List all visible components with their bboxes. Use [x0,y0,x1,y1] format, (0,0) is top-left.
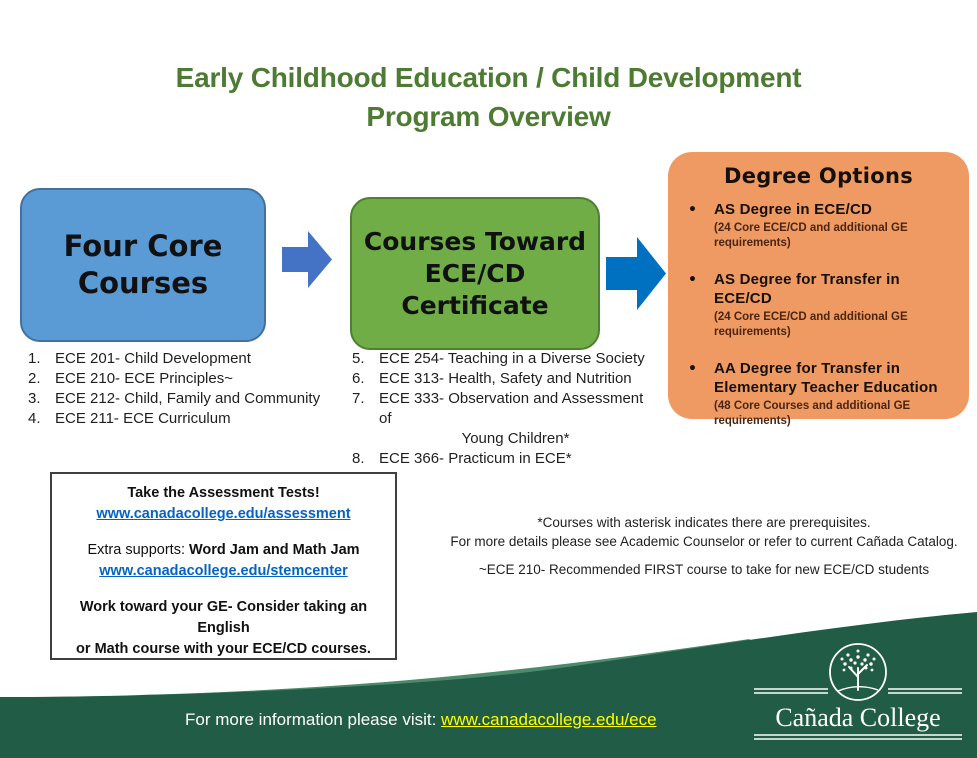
course-name: ECE 210- ECE Principles~ [55,370,233,387]
core-box-line2: Courses [77,266,209,300]
option-detail-line2: requirements) [714,415,791,427]
degree-option-detail [714,310,955,340]
list-item [28,389,328,409]
option-name-line2: Elementary Teacher Education [714,379,938,396]
course-name: ECE 201- Child Development [55,350,251,367]
certificate-box-label [364,226,586,322]
list-number: 3. [28,390,41,407]
four-core-courses-label [64,228,223,302]
four-core-courses-box [20,188,266,342]
logo-bottom-lines [754,735,962,739]
ge-note-line1: Work toward your GE- Consider taking an English [79,599,368,636]
course-name: ECE 313- Health, Safety and Nutrition [379,370,632,387]
list-item [352,449,652,469]
canada-college-logo [752,640,964,748]
ge-note-line2: or Math course with your ECE/CD courses. [76,641,371,657]
footnotes [434,513,974,579]
arrow-right-icon [606,237,666,315]
footer-ece-link[interactable]: www.canadacollege.edu/ece [441,710,657,729]
option-detail-line1: (24 Core ECE/CD and additional GE requirements) [714,311,908,338]
degree-option-detail [714,221,955,251]
assessment-heading: Take the Assessment Tests! [127,485,320,501]
degree-option-content [714,359,938,429]
cert-box-line2: ECE/CD [424,258,526,288]
extra-supports-prefix: Extra supports: [87,542,189,558]
prerequisites-note-line2: For more details please see Academic Counselor or refer to current Cañada Catalog. [450,534,958,549]
cert-box-line1: Courses Toward [363,226,587,256]
list-item [28,369,328,389]
assessment-link[interactable]: www.canadacollege.edu/assessment [96,506,351,522]
bullet-icon: • [688,272,697,288]
list-number: 8. [352,450,365,467]
list-item [28,349,328,369]
bullet-icon: • [688,202,697,218]
option-name-line1: AS Degree in ECE/CD [714,201,873,218]
logo-wordmark: Cañada College [775,703,941,732]
certificate-courses-box [350,197,600,350]
list-number: 7. [352,390,365,407]
option-name-line1: AA Degree for Transfer in [714,360,901,377]
degree-option-content [714,270,955,340]
title-line-1: Early Childhood Education / Child Development [175,62,802,93]
cert-box-line3: Certificate [401,290,549,320]
degree-options-title: Degree Options [723,164,914,188]
title-line-2: Program Overview [366,101,611,132]
ece210-note: ~ECE 210- Recommended FIRST course to take for new ECE/CD students [478,562,930,577]
core-courses-list [28,349,328,429]
course-name: ECE 211- ECE Curriculum [55,410,231,427]
prerequisites-note-line1: *Courses with asterisk indicates there are prerequisites. [537,515,871,530]
list-number: 6. [352,370,365,387]
footer-info [185,710,657,730]
tree-icon [830,644,886,700]
list-item [28,409,328,429]
course-name: ECE 212- Child, Family and Community [55,390,321,407]
page-title [0,58,977,136]
degree-option-name [714,270,955,308]
degree-option-name [714,200,955,219]
footer-prompt: For more information please visit: [185,710,442,729]
course-name-line2: Young Children* [461,430,570,447]
course-name: ECE 254- Teaching in a Diverse Society [379,350,645,367]
extra-supports-programs: Word Jam and Math Jam [189,542,360,558]
list-number: 1. [28,350,41,367]
spacer [62,525,385,540]
degree-option-detail [714,399,938,429]
list-number: 2. [28,370,41,387]
spacer [434,551,974,560]
list-item [352,389,652,449]
stemcenter-link[interactable]: www.canadacollege.edu/stemcenter [99,563,348,579]
extra-supports-line [62,540,385,561]
arrow-right-icon [282,231,332,293]
degree-option [682,200,955,251]
list-number: 4. [28,410,41,427]
degree-option [682,359,955,429]
course-name [379,389,652,449]
degree-options-box [668,152,969,427]
course-name-line1: ECE 333- Observation and Assessment of [379,390,644,427]
degree-option [682,270,955,340]
spacer [62,582,385,597]
list-number: 5. [352,350,365,367]
option-detail-line1: (48 Core Courses and additional GE [714,400,911,412]
certificate-courses-list [352,349,652,469]
option-name-line1: AS Degree for Transfer in ECE/CD [714,271,900,307]
core-box-line1: Four Core [63,229,223,263]
list-item [352,349,652,369]
bullet-icon: • [688,361,697,377]
degree-option-content [714,200,955,251]
list-item [352,369,652,389]
degree-option-name [714,359,938,397]
option-detail-line1: (24 Core ECE/CD and additional GE requirements) [714,222,908,249]
course-name: ECE 366- Practicum in ECE* [379,450,572,467]
